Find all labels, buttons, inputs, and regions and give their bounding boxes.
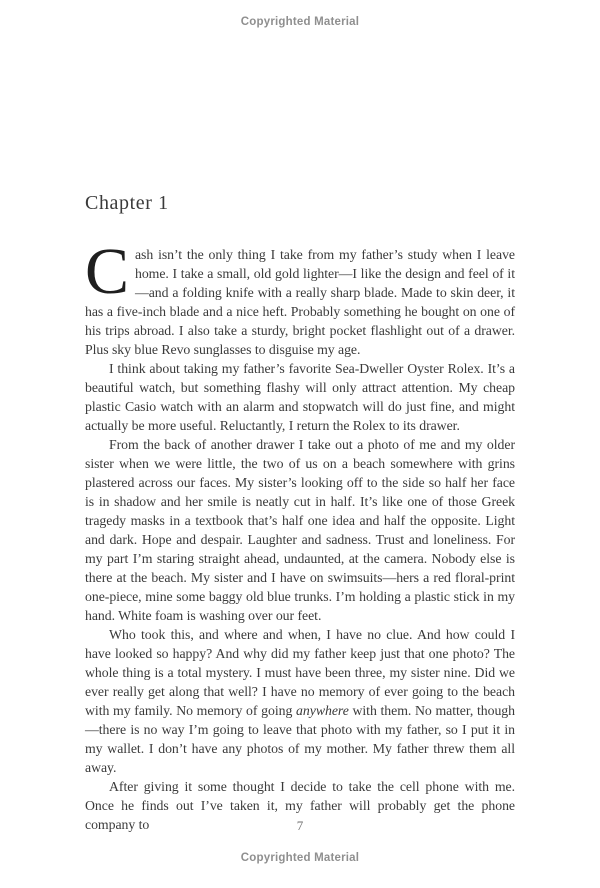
chapter-title: Chapter 1 (85, 192, 169, 214)
page-number: 7 (296, 818, 304, 833)
copyright-notice-bottom: Copyrighted Material (240, 852, 360, 864)
drop-cap: C (85, 235, 129, 308)
text-segment: with them. No matter, though—there is no way I’m going to leave that photo with my father, so I put it in my wallet. I don’t have any photos of my mother. My father threw them all away. (85, 703, 516, 775)
paragraph (85, 435, 515, 625)
text-segment: Who took this, and where and when, I have no clue. And how could I have looked so happy? And why did my father keep just that one photo? The whole thing is a total mystery. I must have been three, my sister nine. Did we ever really get along that well? I have no memory of ever going to the beach with my family. No memory of going (85, 627, 515, 718)
copyright-notice-top: Copyrighted Material (240, 16, 360, 28)
body-text (85, 235, 516, 834)
text-segment: ash isn’t the only thing I take from my father’s study when I leave home. I take a small, old gold lighter—I like the design and feel of it—and a folding knife with a really sharp blade. Made to skin deer, it has a five-inch blade and a nice heft. Probably something he bought on one of his trips abroad. I also take a sturdy, bright pocket flashlight out of a drawer. Plus sky blue Revo sunglasses to disguise my age. (85, 247, 515, 357)
paragraph (85, 625, 515, 777)
text-segment: I think about taking my father’s favorite Sea-Dweller Oyster Rolex. It’s a beautiful watch, but something flashy will only attract attention. My cheap plastic Casio watch with an alarm and stopwatch will do just fine, and might actually be more useful. Reluctantly, I return the Rolex to its drawer. (85, 361, 515, 433)
italic-text-segment: anywhere (296, 703, 349, 718)
paragraph (85, 235, 515, 359)
text-segment: From the back of another drawer I take out a photo of me and my older sister when we were little, the two of us on a beach somewhere with grins plastered across our faces. My sister’s looking off to the side so half her face is in shadow and her smile is neatly cut in half. It’s like one of those Greek tragedy masks in a textbook that’s half one idea and half the opposite. Light and dark. Hope and despair. Laughter and sadness. Trust and loneliness. For my part I’m staring straight ahead, undaunted, at the camera. Nobody else is there at the beach. My sister and I have on swimsuits—hers a red floral-print one-piece, mine some baggy old blue trunks. I’m holding a plastic stick in my hand. White foam is washing over our feet. (85, 437, 515, 623)
paragraph (85, 359, 515, 435)
text-segment: After giving it some thought I decide to take the cell phone with me. Once he finds out I’ve taken it, my father will probably get the phone company to (85, 779, 515, 832)
